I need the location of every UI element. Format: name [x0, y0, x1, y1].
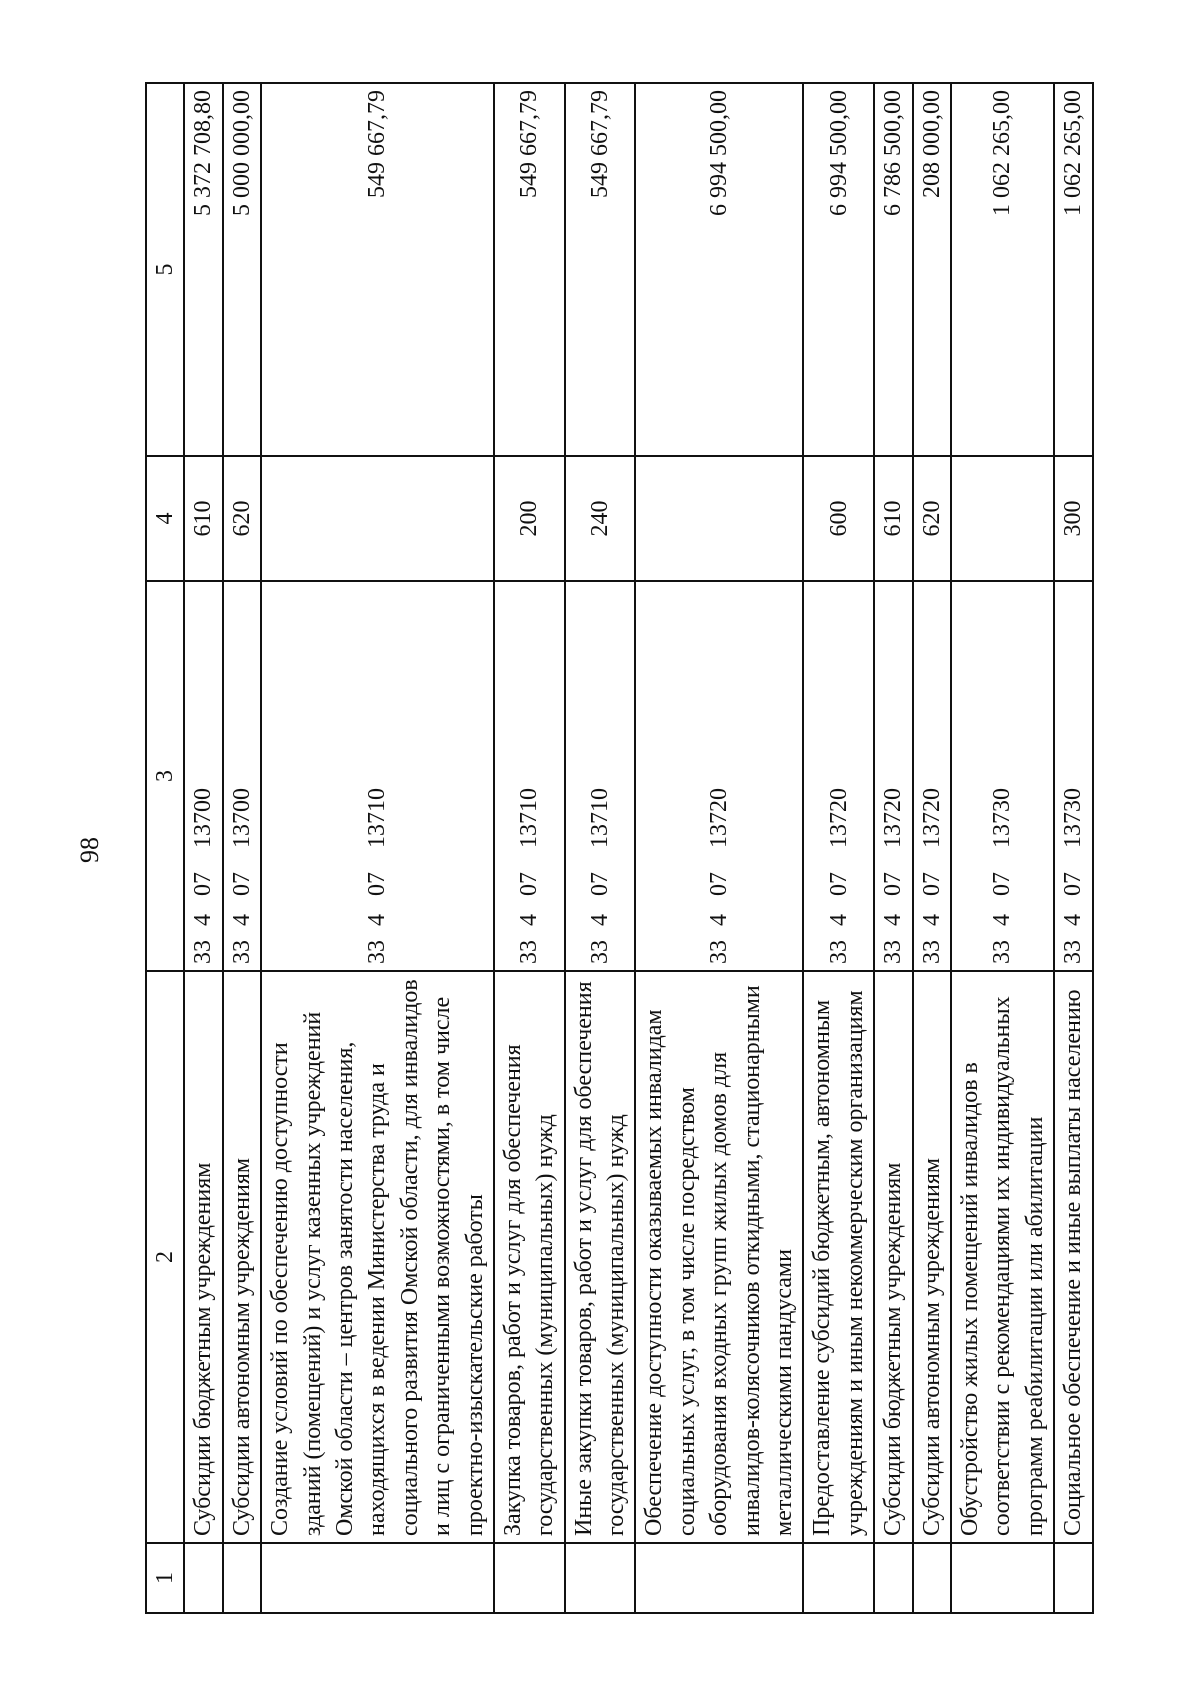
code-event: 07 — [364, 872, 391, 896]
table-row — [1054, 83, 1092, 1613]
row-type-cell: 200 — [494, 456, 565, 581]
code-event: 07 — [190, 872, 217, 896]
row-name-cell: Субсидии автономным учреждениям — [223, 971, 261, 1543]
code-subprogram: 4 — [706, 914, 733, 926]
code-program: 33 — [706, 940, 733, 964]
code-subprogram: 4 — [825, 914, 852, 926]
row-amount-cell: 5 000 000,00 — [223, 83, 261, 456]
row-code-cell — [803, 581, 874, 971]
code-direction: 13710 — [516, 788, 543, 848]
row-code-cell — [494, 581, 565, 971]
code-direction: 13720 — [825, 788, 852, 848]
code-subprogram: 4 — [364, 914, 391, 926]
row-code-cell — [1054, 581, 1092, 971]
code-subprogram: 4 — [880, 914, 907, 926]
row-code-cell — [184, 581, 222, 971]
header-col-5: 5 — [146, 83, 184, 456]
code-event: 07 — [706, 872, 733, 896]
code-event: 07 — [825, 872, 852, 896]
row-code-cell — [874, 581, 912, 971]
page-number: 98 — [75, 837, 104, 863]
code-program: 33 — [918, 940, 945, 964]
row-code-cell — [913, 581, 951, 971]
row-type-cell: 240 — [565, 456, 636, 581]
row-amount-cell: 6 786 500,00 — [874, 83, 912, 456]
code-event: 07 — [880, 872, 907, 896]
code-event: 07 — [1060, 872, 1087, 896]
code-direction: 13720 — [706, 788, 733, 848]
row-type-cell — [261, 456, 494, 581]
row-name-cell: Закупка товаров, работ и услуг для обеспечения государственных (муниципальных) нужд — [494, 971, 565, 1543]
row-code-cell — [565, 581, 636, 971]
row-type-cell — [951, 456, 1054, 581]
table-row — [184, 83, 222, 1613]
row-name-cell: Создание условий по обеспечению доступности зданий (помещений) и услуг казенных учреждений Омской области – центров занятости населения, находящихся в ведении Министерства труда и социального развития Омской области, для инвалидов и лиц с ограниченными возможностями, в том числе проектно-изыскательские работы — [261, 971, 494, 1543]
table-row — [913, 83, 951, 1613]
row-name-cell: Обустройство жилых помещений инвалидов в соответствии с рекомендациями их индивидуальных программ реабилитации или абилитации — [951, 971, 1054, 1543]
row-amount-cell: 5 372 708,80 — [184, 83, 222, 456]
row-number-cell — [223, 1543, 261, 1613]
code-direction: 13730 — [989, 788, 1016, 848]
row-amount-cell: 1 062 265,00 — [951, 83, 1054, 456]
row-type-cell: 620 — [913, 456, 951, 581]
code-direction: 13720 — [880, 788, 907, 848]
code-direction: 13700 — [228, 788, 255, 848]
row-name-cell: Субсидии автономным учреждениям — [913, 971, 951, 1543]
row-code-cell — [635, 581, 803, 971]
code-direction: 13710 — [586, 788, 613, 848]
row-code-cell — [951, 581, 1054, 971]
table-row — [494, 83, 565, 1613]
code-subprogram: 4 — [228, 914, 255, 926]
code-program: 33 — [190, 940, 217, 964]
row-type-cell — [635, 456, 803, 581]
row-number-cell — [184, 1543, 222, 1613]
code-direction: 13710 — [364, 788, 391, 848]
code-subprogram: 4 — [918, 914, 945, 926]
code-program: 33 — [1060, 940, 1087, 964]
row-amount-cell: 1 062 265,00 — [1054, 83, 1092, 456]
budget-table — [145, 82, 1094, 1614]
table-row — [223, 83, 261, 1613]
row-name-cell: Субсидии бюджетным учреждениям — [184, 971, 222, 1543]
row-name-cell: Социальное обеспечение и иные выплаты населению — [1054, 971, 1092, 1543]
table-row — [803, 83, 874, 1613]
code-program: 33 — [880, 940, 907, 964]
row-type-cell: 620 — [223, 456, 261, 581]
table-row — [874, 83, 912, 1613]
code-event: 07 — [228, 872, 255, 896]
code-subprogram: 4 — [190, 914, 217, 926]
table-body — [184, 83, 1092, 1613]
code-event: 07 — [516, 872, 543, 896]
row-number-cell — [951, 1543, 1054, 1613]
row-name-cell: Субсидии бюджетным учреждениям — [874, 971, 912, 1543]
code-program: 33 — [516, 940, 543, 964]
code-direction: 13720 — [918, 788, 945, 848]
code-program: 33 — [989, 940, 1016, 964]
table-row — [951, 83, 1054, 1613]
code-subprogram: 4 — [1060, 914, 1087, 926]
row-amount-cell: 549 667,79 — [494, 83, 565, 456]
row-name-cell: Обеспечение доступности оказываемых инвалидам социальных услуг, в том числе посредством оборудования входных групп жилых домов для инвалидов-колясочников откидными, стационарными металлическими пандусами — [635, 971, 803, 1543]
table-row — [261, 83, 494, 1613]
row-number-cell — [913, 1543, 951, 1613]
code-program: 33 — [825, 940, 852, 964]
header-col-2: 2 — [146, 971, 184, 1543]
row-name-cell: Иные закупки товаров, работ и услуг для обеспечения государственных (муниципальных) нужд — [565, 971, 636, 1543]
row-name-cell: Предоставление субсидий бюджетным, автономным учреждениям и иным некоммерческим организациям — [803, 971, 874, 1543]
row-number-cell — [635, 1543, 803, 1613]
row-code-cell — [261, 581, 494, 971]
row-amount-cell: 6 994 500,00 — [635, 83, 803, 456]
row-number-cell — [1054, 1543, 1092, 1613]
code-program: 33 — [586, 940, 613, 964]
code-direction: 13730 — [1060, 788, 1087, 848]
table-row — [635, 83, 803, 1613]
row-number-cell — [261, 1543, 494, 1613]
row-code-cell — [223, 581, 261, 971]
code-direction: 13700 — [190, 788, 217, 848]
header-col-1: 1 — [146, 1543, 184, 1613]
code-program: 33 — [228, 940, 255, 964]
row-type-cell: 300 — [1054, 456, 1092, 581]
code-subprogram: 4 — [516, 914, 543, 926]
code-program: 33 — [364, 940, 391, 964]
code-subprogram: 4 — [586, 914, 613, 926]
row-type-cell: 610 — [184, 456, 222, 581]
code-event: 07 — [918, 872, 945, 896]
row-number-cell — [565, 1543, 636, 1613]
row-number-cell — [803, 1543, 874, 1613]
table-row — [565, 83, 636, 1613]
code-subprogram: 4 — [989, 914, 1016, 926]
code-event: 07 — [586, 872, 613, 896]
code-event: 07 — [989, 872, 1016, 896]
row-type-cell: 610 — [874, 456, 912, 581]
row-type-cell: 600 — [803, 456, 874, 581]
row-amount-cell: 549 667,79 — [565, 83, 636, 456]
header-col-4: 4 — [146, 456, 184, 581]
row-number-cell — [874, 1543, 912, 1613]
row-amount-cell: 549 667,79 — [261, 83, 494, 456]
row-amount-cell: 208 000,00 — [913, 83, 951, 456]
row-amount-cell: 6 994 500,00 — [803, 83, 874, 456]
header-row — [146, 83, 184, 1613]
header-col-3: 3 — [146, 581, 184, 971]
rotated-table-container — [145, 84, 1087, 1614]
row-number-cell — [494, 1543, 565, 1613]
